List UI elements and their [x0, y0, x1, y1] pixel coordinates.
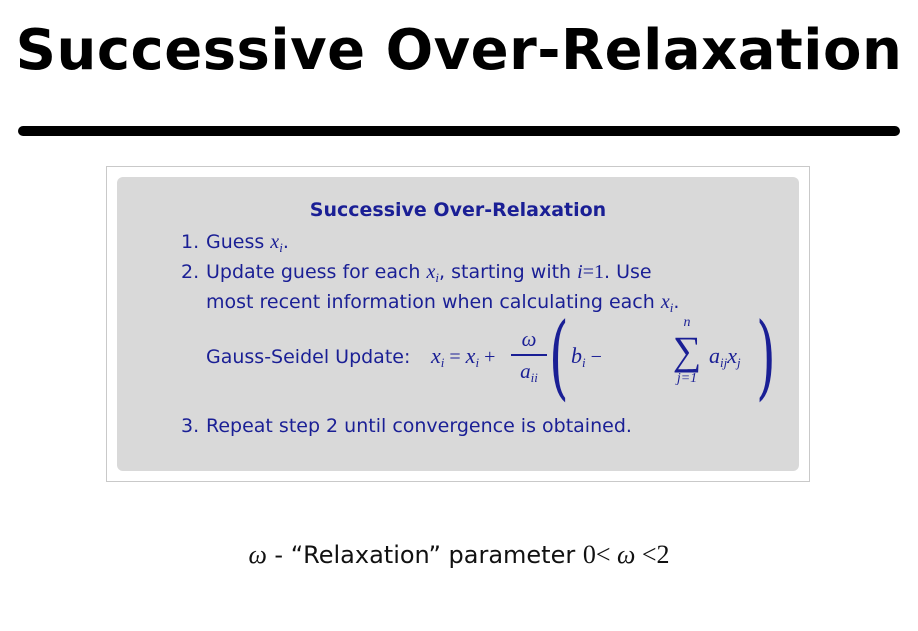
denominator-subscript: ii	[530, 370, 538, 385]
b-subscript: i	[582, 355, 586, 370]
x-subscript: j	[737, 355, 741, 370]
step-2-line-2-variable: x	[660, 291, 670, 313]
step-2-line-2-variable-subscript: i	[669, 300, 674, 315]
step-2-line-2-text: most recent information when calculating each	[206, 291, 661, 313]
slide-title: Successive Over-Relaxation	[15, 18, 903, 83]
relaxation-fraction	[509, 327, 549, 384]
a-variable: a	[709, 343, 720, 368]
rhs-variable: x	[465, 343, 476, 368]
x-variable: x	[727, 343, 737, 368]
equation-lhs	[431, 343, 495, 369]
step-1-end: .	[282, 231, 289, 253]
step-2-line-1	[181, 261, 652, 284]
omega-symbol: ω	[248, 540, 267, 569]
range-upper: <2	[641, 540, 670, 569]
panel-heading: Successive Over-Relaxation	[309, 199, 607, 221]
step-1	[181, 231, 289, 254]
sum-lower-limit: j=1	[676, 371, 698, 386]
title-divider	[18, 126, 900, 136]
equation-label: Gauss-Seidel Update:	[206, 346, 411, 368]
step-1-text: Guess	[206, 231, 271, 253]
step-2-line-2-end: .	[673, 291, 680, 313]
a-subscript: ij	[720, 355, 728, 370]
lhs-variable: x	[431, 343, 441, 368]
step-2-variable: x	[426, 261, 436, 283]
minus-sign: −	[585, 346, 602, 368]
summation	[667, 315, 707, 387]
step-1-number: 1.	[181, 231, 200, 253]
step-2-line-2	[181, 291, 679, 314]
denominator-variable: a	[520, 359, 531, 383]
omega-symbol-2: ω	[610, 540, 642, 569]
gauss-seidel-equation	[181, 303, 776, 417]
a-x-term	[709, 343, 741, 369]
step-2-end: . Use	[603, 261, 652, 283]
fraction-denominator	[509, 359, 549, 384]
equals-sign: =	[444, 346, 466, 368]
step-1-variable: x	[270, 231, 280, 253]
fraction-numerator: ω	[521, 327, 537, 351]
close-paren: )	[756, 303, 776, 410]
plus-sign: +	[479, 346, 496, 368]
step-1-variable-subscript: i	[279, 240, 283, 255]
sigma-icon: ∑	[672, 328, 702, 373]
algorithm-panel	[117, 177, 799, 471]
lhs-subscript: i	[440, 355, 445, 370]
relaxation-caption	[0, 540, 918, 570]
step-3-text: Repeat step 2 until convergence is obtained.	[206, 415, 632, 437]
step-2-number: 2.	[181, 261, 200, 283]
fraction-bar	[511, 354, 547, 356]
step-2-text: Update guess for each	[206, 261, 427, 283]
step-3	[181, 415, 632, 437]
b-term	[571, 343, 602, 369]
caption-text: - “Relaxation” parameter	[266, 541, 583, 569]
step-2-index-value: =1	[582, 261, 604, 283]
rhs-subscript: i	[475, 355, 480, 370]
step-2-index: i	[577, 261, 583, 283]
range-lower: 0<	[582, 540, 611, 569]
step-2-variable-subscript: i	[435, 270, 440, 285]
step-3-number: 3.	[181, 415, 200, 437]
open-paren: (	[549, 303, 569, 410]
step-2-mid: , starting with	[439, 261, 578, 283]
b-variable: b	[571, 343, 582, 368]
sum-upper-limit: n	[683, 315, 691, 330]
